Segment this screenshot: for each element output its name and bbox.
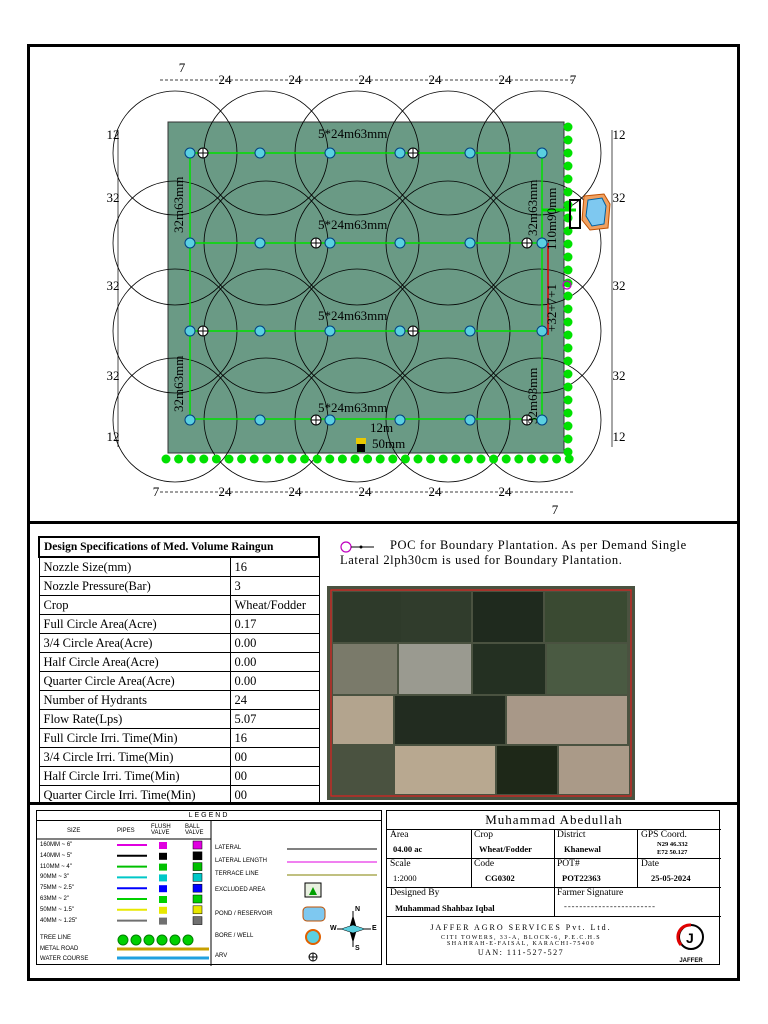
tree	[300, 455, 309, 464]
flush-valve-icon	[159, 907, 167, 914]
legend-tree-line: TREE LINE	[40, 935, 72, 941]
legend-water-course: WATER COURSE	[40, 956, 89, 962]
spec-value: 16	[230, 557, 319, 577]
date-label: Date	[641, 859, 659, 869]
tree	[564, 175, 573, 184]
tree	[477, 455, 486, 464]
legend-pipes-header: PIPES	[117, 828, 135, 834]
gps-east: E72 50.127	[657, 849, 688, 856]
spec-row	[39, 615, 319, 634]
ball-valve-icon	[193, 906, 202, 914]
spec-row	[39, 729, 319, 748]
gps-north: N29 46.332	[657, 841, 688, 848]
code-label: Code	[474, 859, 495, 869]
hydrant	[185, 415, 195, 425]
area-value: 04.00 ac	[393, 844, 423, 854]
tree	[564, 266, 573, 275]
jaffer-logo	[671, 923, 711, 963]
poc-note	[340, 538, 687, 568]
hydrant	[255, 148, 265, 158]
tree	[564, 214, 573, 223]
legend-size: 40MM ~ 1.25"	[40, 917, 78, 924]
hydrant	[255, 415, 265, 425]
lateral-label: 5*24m63mm	[318, 308, 388, 323]
spec-value: 0.00	[230, 653, 319, 672]
submain-label: 32m63mm	[171, 355, 186, 412]
spec-label: Nozzle Pressure(Bar)	[39, 577, 230, 596]
tree-icon	[118, 935, 128, 945]
tree-icon	[170, 935, 180, 945]
spec-row	[39, 748, 319, 767]
tree	[338, 455, 347, 464]
poc-note-line: Lateral 2lph30cm is used for Boundary Plantation.	[340, 553, 623, 567]
hydrant	[185, 148, 195, 158]
spec-row	[39, 634, 319, 653]
tree	[199, 455, 208, 464]
legend-metal-road: METAL ROAD	[40, 946, 79, 952]
svg-text:J: J	[686, 930, 694, 946]
legend-size: 160MM ~ 6"	[40, 842, 73, 848]
spec-value: Wheat/Fodder	[230, 596, 319, 615]
section-divider	[27, 521, 740, 524]
legend-size: 75MM ~ 2.5"	[40, 885, 74, 892]
design-spec-table	[38, 536, 320, 805]
hydrant	[255, 326, 265, 336]
dimension-label: 7	[178, 60, 186, 75]
pot-label: POT#	[557, 859, 580, 869]
dimension-label: 12	[106, 429, 120, 444]
pot-value: POT22363	[562, 873, 601, 883]
hydrant	[325, 415, 335, 425]
poc-legend-icon	[338, 540, 378, 554]
tree	[237, 455, 246, 464]
dimension-label: 7	[551, 502, 559, 517]
tree	[212, 455, 221, 464]
tree	[564, 149, 573, 158]
farmer-signature-label: Farmer Signature	[557, 888, 624, 898]
tree	[187, 455, 196, 464]
submain-label: 32m63mm	[525, 367, 540, 424]
legend-flush-header: FLUSH VALVE	[151, 824, 171, 836]
satellite-image	[327, 586, 635, 800]
dimension-label: 32	[106, 368, 120, 383]
tree	[564, 318, 573, 327]
legend-item: POND / RESERVOIR	[215, 911, 273, 917]
legend-size-header: SIZE	[67, 828, 81, 834]
crop-value: Wheat/Fodder	[479, 844, 532, 854]
ball-valve-icon	[193, 917, 202, 925]
crop-label: Crop	[474, 830, 493, 840]
pond-reservoir	[570, 194, 610, 230]
area-label: Area	[390, 830, 409, 840]
tree	[325, 455, 334, 464]
lateral-label: 5*24m63mm	[318, 400, 388, 415]
tree-icon	[183, 935, 193, 945]
tree	[288, 455, 297, 464]
arv-icon	[408, 326, 418, 336]
tree	[564, 370, 573, 379]
spec-label: Quarter Circle Area(Acre)	[39, 672, 230, 691]
district-label: District	[557, 830, 586, 840]
dimension-label: 32	[612, 368, 626, 383]
spec-label: Flow Rate(Lps)	[39, 710, 230, 729]
legend	[36, 810, 382, 965]
ball-valve-icon	[193, 895, 202, 903]
tree	[514, 455, 523, 464]
tree	[363, 455, 372, 464]
date-value: 25-05-2024	[651, 873, 691, 883]
dimension-label: 32	[612, 278, 626, 293]
dimension-label: 12	[106, 127, 120, 142]
spec-row	[39, 596, 319, 615]
legend-ball-header: BALL VALVE	[185, 824, 204, 836]
hydrant	[465, 326, 475, 336]
tree	[564, 253, 573, 262]
flush-valve-icon	[159, 918, 167, 925]
dimension-label: 24	[218, 72, 232, 87]
hydrant	[395, 238, 405, 248]
designed-by-value: Muhammad Shahbaz Iqbal	[395, 903, 495, 913]
dimension-label: 32	[612, 190, 626, 205]
legend-item: LATERAL	[215, 845, 242, 851]
spec-row	[39, 786, 319, 805]
hydrant	[325, 238, 335, 248]
spec-row	[39, 710, 319, 729]
pump-icon	[356, 438, 366, 452]
legend-item: BORE / WELL	[215, 933, 254, 939]
tree	[564, 409, 573, 418]
pump-label: 50mm	[372, 436, 406, 451]
tree	[275, 455, 284, 464]
dimension-label: 24	[428, 72, 442, 87]
hydrant	[255, 238, 265, 248]
compass-s: S	[355, 945, 360, 952]
dimension-label: 24	[358, 72, 372, 87]
dimension-label: 24	[428, 484, 442, 499]
hydrant	[465, 148, 475, 158]
farmer-name: Muhammad Abedullah	[485, 812, 623, 827]
ball-valve-icon	[193, 863, 202, 871]
logo-text: JAFFER	[679, 958, 703, 964]
tree	[162, 455, 171, 464]
spec-label: Nozzle Size(mm)	[39, 557, 230, 577]
tree	[262, 455, 271, 464]
tree	[527, 455, 536, 464]
designed-by-label: Designed By	[390, 888, 440, 898]
legend-title: LEGEND	[37, 811, 381, 821]
tree	[564, 136, 573, 145]
spec-row	[39, 557, 319, 577]
tree	[564, 240, 573, 249]
tree	[564, 305, 573, 314]
spec-label: Half Circle Irri. Time(Min)	[39, 767, 230, 786]
tree	[439, 455, 448, 464]
flush-valve-icon	[159, 842, 167, 849]
tree	[564, 201, 573, 210]
tree-icon	[131, 935, 141, 945]
spec-value: 16	[230, 729, 319, 748]
tree	[451, 455, 460, 464]
dimension-label: 24	[288, 72, 302, 87]
ball-valve-icon	[193, 873, 202, 881]
hydrant	[185, 326, 195, 336]
tree	[564, 435, 573, 444]
spec-value: 00	[230, 767, 319, 786]
arv-icon	[198, 326, 208, 336]
arv-icon	[311, 238, 321, 248]
arv-icon	[311, 415, 321, 425]
tree	[464, 455, 473, 464]
tree-icon	[144, 935, 154, 945]
dimension-label: 7	[569, 72, 577, 87]
tree	[564, 188, 573, 197]
arv-icon	[198, 148, 208, 158]
flush-valve-icon	[159, 853, 167, 860]
compass-n: N	[355, 906, 361, 913]
hydrant	[395, 415, 405, 425]
gps-label: GPS Coord.	[641, 830, 687, 840]
dimension-label: 24	[358, 484, 372, 499]
arv-icon	[522, 238, 532, 248]
title-block	[386, 810, 720, 965]
tree	[552, 455, 561, 464]
lateral-label: 5*24m63mm	[318, 126, 388, 141]
spec-label: Full Circle Area(Acre)	[39, 615, 230, 634]
tree	[564, 123, 573, 132]
spec-value: 00	[230, 786, 319, 805]
dimension-label: 7	[152, 484, 160, 499]
tree	[426, 455, 435, 464]
legend-size: 63MM ~ 2"	[40, 896, 69, 902]
tree	[564, 162, 573, 171]
lateral-label: 5*24m63mm	[318, 217, 388, 232]
tree	[250, 455, 259, 464]
ball-valve-icon	[193, 884, 202, 892]
spec-value: 0.17	[230, 615, 319, 634]
flush-valve-icon	[159, 874, 167, 881]
spec-label: 3/4 Circle Irri. Time(Min)	[39, 748, 230, 767]
tree	[564, 448, 573, 457]
tree	[313, 455, 322, 464]
tree	[351, 455, 360, 464]
spec-label: Half Circle Area(Acre)	[39, 653, 230, 672]
flush-valve-icon	[159, 864, 167, 871]
tree	[376, 455, 385, 464]
hydrant	[465, 415, 475, 425]
tree	[564, 292, 573, 301]
company-address: SHAHRAH-E-FAISAL, KARACHI-75400	[447, 941, 595, 947]
mainline-label: 110m90mm	[544, 187, 559, 250]
legend-size: 110MM ~ 4"	[40, 863, 72, 870]
tree	[401, 455, 410, 464]
company-uan: UAN: 111-527-527	[477, 948, 565, 957]
tree	[540, 455, 549, 464]
scale-label: Scale	[390, 859, 411, 869]
compass-w: W	[330, 925, 337, 932]
dimension-label: 32	[106, 190, 120, 205]
spec-row	[39, 672, 319, 691]
legend-item: ARV	[215, 953, 228, 959]
tree	[414, 455, 423, 464]
compass-e: E	[372, 925, 377, 932]
hydrant	[395, 326, 405, 336]
tree	[564, 357, 573, 366]
spec-label: Full Circle Irri. Time(Min)	[39, 729, 230, 748]
hydrant	[537, 148, 547, 158]
code-value: CG0302	[485, 873, 515, 883]
legend-size: 90MM ~ 3"	[40, 874, 69, 881]
hydrant	[465, 238, 475, 248]
dimension-label: 24	[498, 484, 512, 499]
spec-value: 0.00	[230, 634, 319, 653]
dimension-label: 12	[612, 127, 626, 142]
hydrant	[395, 148, 405, 158]
legend-item: TERRACE LINE	[215, 871, 259, 877]
legend-item: LATERAL LENGTH	[215, 858, 268, 864]
spec-row	[39, 691, 319, 710]
tree	[489, 455, 498, 464]
spec-value: 24	[230, 691, 319, 710]
tree	[225, 455, 234, 464]
district-value: Khanewal	[564, 844, 601, 854]
tree	[174, 455, 183, 464]
submain-label: 32m63mm	[525, 179, 540, 236]
spec-label: Number of Hydrants	[39, 691, 230, 710]
tree	[564, 396, 573, 405]
spec-label: 3/4 Circle Area(Acre)	[39, 634, 230, 653]
tree	[502, 455, 511, 464]
dimension-label: 24	[218, 484, 232, 499]
tree	[388, 455, 397, 464]
legend-item: EXCLUDED AREA	[215, 887, 266, 893]
tree	[564, 344, 573, 353]
tree	[564, 383, 573, 392]
spec-row	[39, 577, 319, 596]
flush-valve-icon	[159, 896, 167, 903]
spec-value: 0.00	[230, 672, 319, 691]
spec-value: 00	[230, 748, 319, 767]
spec-row	[39, 767, 319, 786]
company-address: CITI TOWERS, 33-A, BLOCK-6, P.E.C.H.S	[440, 935, 602, 941]
spec-value: 5.07	[230, 710, 319, 729]
farmer-signature-line: ------------------------	[564, 901, 656, 911]
scale-value: 1:2000	[393, 873, 417, 883]
dimension-label: 12	[612, 429, 626, 444]
dimension-label: 24	[498, 72, 512, 87]
arv-icon	[408, 148, 418, 158]
flush-valve-icon	[159, 885, 167, 892]
dimension-label: 32	[106, 278, 120, 293]
spec-row	[39, 653, 319, 672]
legend-size: 50MM ~ 1.5"	[40, 906, 74, 913]
submain-label: 32m63mm	[171, 176, 186, 233]
hydrant	[325, 326, 335, 336]
tree	[564, 422, 573, 431]
spec-label: Quarter Circle Irri. Time(Min)	[39, 786, 230, 805]
ball-valve-icon	[193, 852, 202, 860]
company-name: JAFFER AGRO SERVICES Pvt. Ltd.	[430, 923, 612, 932]
tree-icon	[157, 935, 167, 945]
poc-note-line: POC for Boundary Plantation. As per Demand Single	[390, 538, 687, 552]
hydrant	[325, 148, 335, 158]
tree	[564, 331, 573, 340]
hydrant	[185, 238, 195, 248]
mainline-label-2: +32+7+1	[544, 284, 559, 332]
spec-label: Crop	[39, 596, 230, 615]
pump-label: 12m	[370, 420, 394, 435]
dimension-label: 24	[288, 484, 302, 499]
spec-value: 3	[230, 577, 319, 596]
legend-size: 140MM ~ 5"	[40, 852, 73, 859]
spec-table-title: Design Specifications of Med. Volume Raingun	[39, 537, 319, 557]
ball-valve-icon	[193, 841, 202, 849]
